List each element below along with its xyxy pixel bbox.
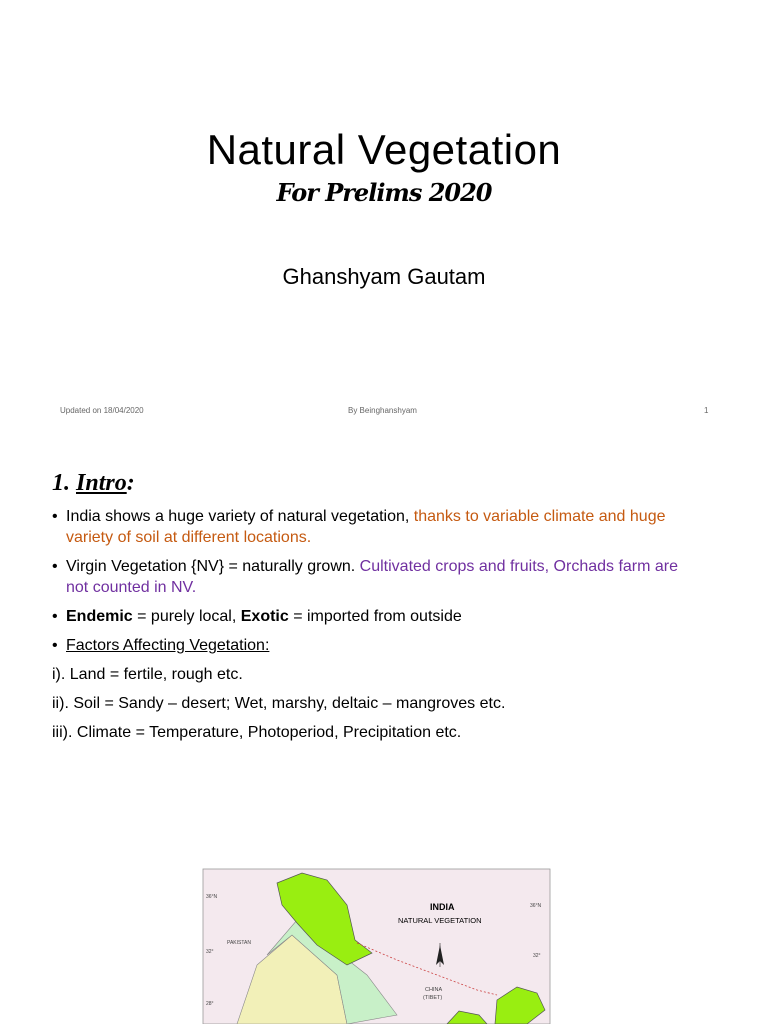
bullet-highlight: thanks to variable climate and huge variety of soil at different locations. [66,508,666,546]
factor-soil: ii). Soil = Sandy – desert; Wet, marshy, deltaic – mangroves etc. [52,695,506,712]
bullet-highlight: Cultivated crops and fruits, Orchads farm are not counted in NV. [66,558,679,596]
footer-credit: By Beinghanshyam [348,406,417,415]
intro-content [52,506,702,751]
map-label-china: CHINA [425,987,443,993]
term-endemic: Endemic [66,608,133,625]
list-item [52,506,702,548]
term-exotic: Exotic [240,608,289,625]
map-lat-label: 36°N [206,894,218,900]
slide-title: Natural Vegetation [206,126,562,173]
definition-endemic: = purely local, [132,608,241,625]
definition-exotic: = imported from outside [288,608,462,625]
author-name: Ghanshyam Gautam [282,264,486,289]
bullet-text: India shows a huge variety of natural vegetation, [66,508,414,525]
map-lat-label-right: 32° [533,953,541,959]
heading-colon: : [126,470,135,496]
factors-heading: Factors Affecting Vegetation: [66,637,270,654]
factor-climate: iii). Climate = Temperature, Photoperiod, Precipitation etc. [52,724,462,741]
heading-number: 1. [52,470,70,496]
map-label-pakistan: PAKISTAN [227,940,251,946]
heading-word: Intro [76,470,127,496]
intro-slide [0,440,768,1024]
map-lat-label: 32° [206,949,214,955]
footer-date: Updated on 18/04/2020 [60,406,144,415]
map-lat-label-right: 36°N [530,903,542,909]
map-label-tibet: (TIBET) [423,995,443,1001]
section-heading [52,470,135,497]
map-title-line2: NATURAL VEGETATION [398,916,482,925]
slide-subtitle: For Prelims 2020 [276,178,492,207]
india-vegetation-map [197,865,559,1024]
bullet-text: Virgin Vegetation {NV} = naturally grown. [66,558,360,575]
map-lat-label: 28° [206,1001,214,1007]
list-item [52,556,702,598]
map-title-line1: INDIA [430,902,455,912]
footer-page-number: 1 [704,406,709,415]
list-item [52,606,702,627]
list-item [52,635,702,656]
factor-land: i). Land = fertile, rough etc. [52,666,243,683]
title-slide [0,0,768,440]
